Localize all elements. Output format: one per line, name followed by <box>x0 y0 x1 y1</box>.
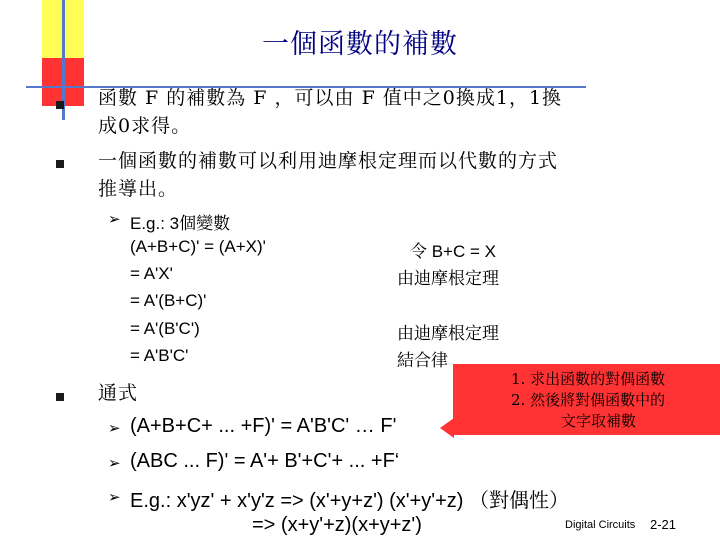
arrow-bullet-icon: ➢ <box>108 488 121 506</box>
slide-title: 一個函數的補數 <box>262 29 458 60</box>
example-note: 結合律 <box>397 351 448 370</box>
general-heading: 通式 <box>98 382 139 404</box>
arrow-bullet-icon: ➢ <box>108 210 121 228</box>
example-heading: E.g.: 3個變數 <box>130 214 231 233</box>
page-number: 2-21 <box>650 517 677 532</box>
bullet-line: 成0求得。 <box>98 115 192 137</box>
callout-line: 2. 然後將對偶函數中的 <box>511 391 666 409</box>
arrow-bullet-icon: ➢ <box>108 454 121 472</box>
example-note: 令 B+C = X <box>410 242 496 261</box>
callout-line: 1. 求出函數的對偶函數 <box>511 370 666 388</box>
callout-box <box>453 364 720 435</box>
bullet-square-icon <box>56 160 64 168</box>
bullet-square-icon <box>56 101 64 109</box>
general-item: E.g.: x'yz' + x'y'z => (x'+y+z') (x'+y'+z) （對偶性） <box>130 490 569 512</box>
example-step: = A'X' <box>130 264 173 283</box>
callout-pointer <box>440 418 454 438</box>
example-note: 由迪摩根定理 <box>397 324 499 343</box>
example-step: = A'(B+C)' <box>130 291 207 310</box>
bullet-line: 函數 F 的補數為 F ，可以由 F 值中之0換成1，1換 <box>98 87 563 109</box>
example-step: = A'B'C' <box>130 346 189 365</box>
bullet-line: 推導出。 <box>98 178 179 200</box>
example-step: = A'(B'C') <box>130 319 200 338</box>
callout-line: 文字取補數 <box>561 412 637 430</box>
bullet-text <box>98 84 698 140</box>
bullet-square-icon <box>56 393 64 401</box>
example-step: (A+B+C)' = (A+X)' <box>130 237 266 256</box>
general-item: (ABC ... F)' = A'+ B'+C'+ ... +F‘ <box>130 450 400 472</box>
general-continuation: => (x+y'+z)(x+y+z') <box>252 514 422 536</box>
bullet-line: 一個函數的補數可以利用迪摩根定理而以代數的方式 <box>98 150 559 172</box>
arrow-bullet-icon: ➢ <box>108 419 121 437</box>
bullet-text <box>98 147 698 203</box>
example-note: 由迪摩根定理 <box>397 269 499 288</box>
footer-course: Digital Circuits <box>565 519 636 531</box>
general-item: (A+B+C+ ... +F)' = A'B'C' … F' <box>130 415 397 437</box>
